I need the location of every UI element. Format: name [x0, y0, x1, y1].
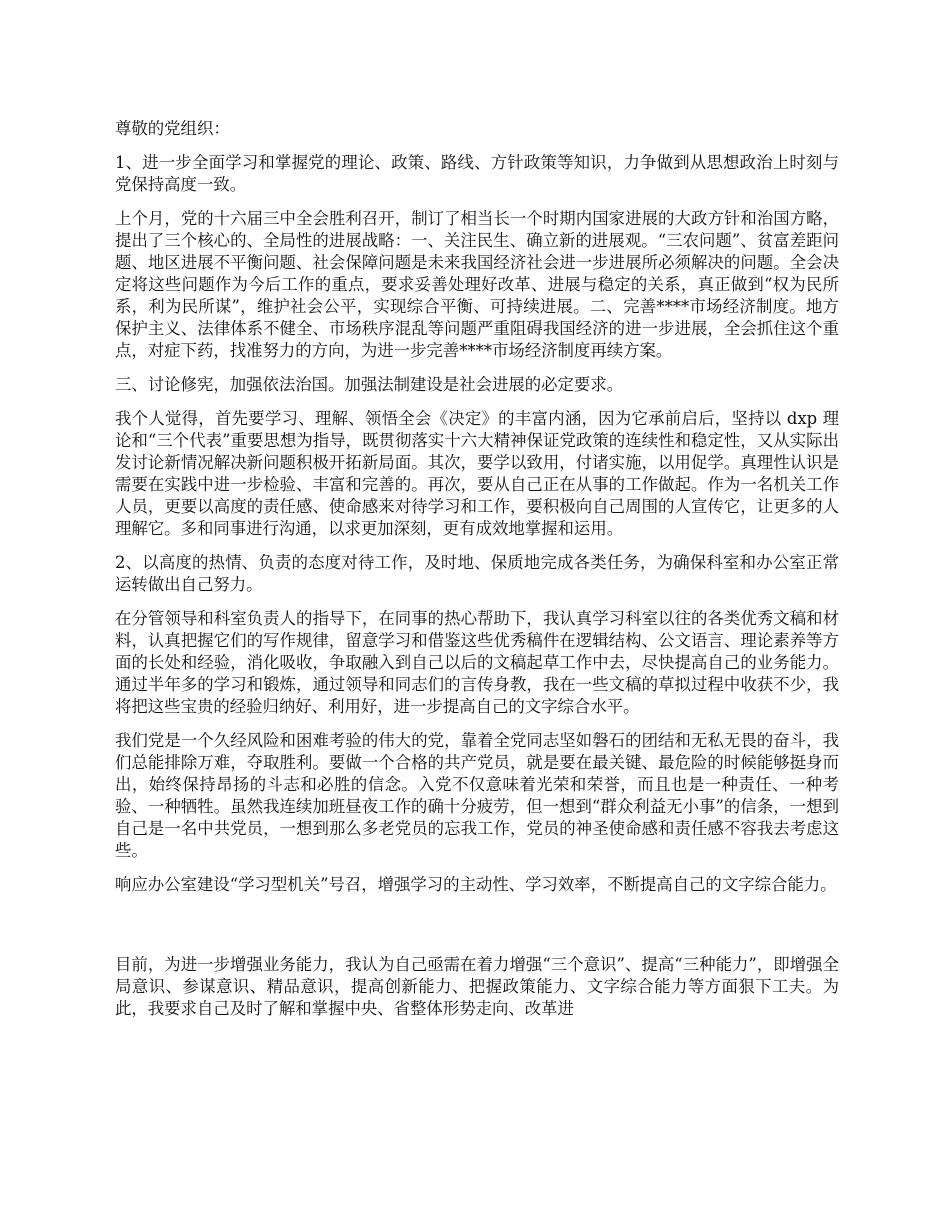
paragraph-personal-view: 我个人觉得，首先要学习、理解、领悟全会《决定》的丰富内涵，因为它承前启后，坚持以 dxp 理论和“三个代表”重要思想为指导，既贯彻落实十六大精神保证党政策的连续性和稳定性，又从实际出发讨论新情况解决新问题积极开拓新局面。其次，要学以致用，付诸实施，以用促学。真理性认识是需要在实践中进一步检验、丰富和完善的。再次，要从自己正在从事的工作做起。作为一名机关工作人员，更要以高度的责任感、使命感来对待学习和工作，要积极向自己周围的人宣传它，让更多的人理解它。多和同事进行沟通，以求更加深刻，更有成效地掌握和运用。	[115, 409, 839, 538]
document-page	[115, 118, 839, 1032]
paragraph-work-attitude: 2、以高度的热情、负责的态度对待工作，及时地、保质地完成各类任务，为确保科室和办公室正常运转做出自己努力。	[115, 553, 839, 594]
paragraph-current-goals: 目前，为进一步增强业务能力，我认为自己亟需在着力增强“三个意识”、提高“三种能力”，即增强全局意识、参谋意识、精品意识，提高创新能力、把握政策能力、文字综合能力等方面狠下工夫。为此，我要求自己及时了解和掌握中央、省整体形势走向、改革进	[115, 955, 839, 1018]
section-gap	[115, 908, 839, 954]
paragraph-third-plenum: 上个月，党的十六届三中全会胜利召开，制订了相当长一个时期内国家进展的大政方针和治国方略，提出了三个核心的、全局性的进展战略：一、关注民生、确立新的进展观。“三农问题”、贫富差距问题、地区进展不平衡问题、社会保障问题是未来我国经济社会进一步进展所必须解决的问题。全会决定将这些问题作为今后工作的重点，要求妥善处理好改革、进展与稳定的关系，真正做到“权为民所系，利为民所谋”，维护社会公平，实现综合平衡、可持续进展。二、完善****市场经济制度。地方保护主义、法律体系不健全、市场秩序混乱等问题严重阻碍我国经济的进一步进展，全会抓住这个重点，对症下药，找准努力的方向，为进一步完善****市场经济制度再续方案。	[115, 209, 839, 360]
paragraph-study-theory: 1、进一步全面学习和掌握党的理论、政策、路线、方针政策等知识，力争做到从思想政治上时刻与党保持高度一致。	[115, 153, 839, 194]
paragraph-writing-skills: 在分管领导和科室负责人的指导下，在同事的热心帮助下，我认真学习科室以往的各类优秀文稿和材料，认真把握它们的写作规律，留意学习和借鉴这些优秀稿件在逻辑结构、公文语言、理论素养等方面的长处和经验，消化吸收，争取融入到自己以后的文稿起草工作中去，尽快提高自己的业务能力。通过半年多的学习和锻炼，通过领导和同志们的言传身教，我在一些文稿的草拟过程中收获不少，我将把这些宝贵的经验归纳好、利用好，进一步提高自己的文字综合水平。	[115, 609, 839, 716]
paragraph-rule-of-law: 三、讨论修宪，加强依法治国。加强法制建设是社会进展的必定要求。	[115, 375, 624, 394]
paragraph-learning-organization: 响应办公室建设“学习型机关”号召，增强学习的主动性、学习效率，不断提高自己的文字综合能力。	[115, 875, 837, 894]
paragraph-party-spirit: 我们党是一个久经风险和困难考验的伟大的党，靠着全党同志坚如磐石的团结和无私无畏的奋斗，我们总能排除万难，夺取胜利。要做一个合格的共产党员，就是要在最关键、最危险的时候能够挺身而出，始终保持昂扬的斗志和必胜的信念。入党不仅意味着光荣和荣誉，而且也是一种责任、一种考验、一种牺牲。虽然我连续加班昼夜工作的确十分疲劳，但一想到“群众利益无小事”的信条，一想到自己是一名中共党员，一想到那么多老党员的忘我工作，党员的神圣使命感和责任感不容我去考虑这些。	[115, 731, 839, 860]
salutation: 尊敬的党组织：	[115, 119, 230, 138]
